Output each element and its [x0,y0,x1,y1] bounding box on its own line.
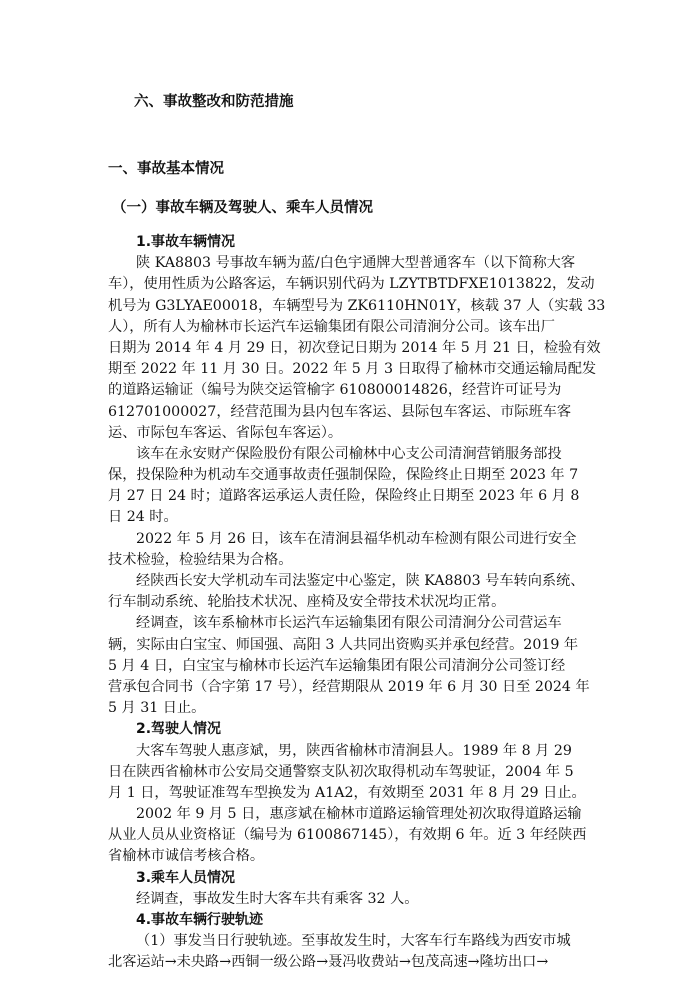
section-6-title: 六、事故整改和防范措施 [134,94,294,110]
vehicle-para-5 [108,613,608,719]
track-heading: 4.事故车辆行驶轨迹 [136,912,264,928]
text-line: 5 月 31 日止。 [108,700,206,717]
text-line: 2002 年 9 月 5 日，惠彦斌在榆林市道路运输管理处初次取得道路运输 [136,806,582,823]
vehicle-para-1 [108,253,608,444]
text-line: 经陕西长安大学机动车司法鉴定中心鉴定，陕 KA8803 号车转向系统、 [136,573,585,589]
text-line: 日在陕西省榆林市公安局交通警察支队初次取得机动车驾驶证，2004 年 5 [108,763,574,780]
text-line: 月 27 日 24 时；道路客运承运人责任险，保险终止日期至 2023 年 6 月 8 [108,488,580,505]
text-line: 人），所有人为榆林市长运汽车运输集团有限公司清涧分公司。该车出厂 [108,318,555,335]
passengers-para-1 [108,889,608,910]
text-line: 日 24 时。 [108,509,178,526]
text-line: 月 1 日，驾驶证准驾车型换发为 A1A2，有效期至 2031 年 8 月 29 日止。 [108,784,586,801]
passengers-heading: 3.乘车人员情况 [136,869,236,886]
text-line: 北客运站→未央路→西铜一级公路→聂冯收费站→包茂高速→隆坊出口→ [108,954,549,971]
text-line: 5 月 4 日，白宝宝与榆林市长运汽车运输集团有限公司清涧分公司签订经 [108,657,566,674]
body-text [108,232,608,974]
text-line: （1）事发当日行驶轨迹。至事故发生时，大客车行车路线为西安市城 [136,933,571,950]
text-line: 从业人员从业资格证（编号为 6100867145），有效期 6 年。近 3 年经陕西 [108,827,587,844]
driver-para-1 [108,741,608,805]
text-line: 行车制动系统、轮胎技术状况、座椅及安全带技术状况均正常。 [108,594,506,611]
section-1-title: 一、事故基本情况 [108,161,224,177]
vehicle-para-4 [108,571,608,613]
text-line: 经调查，该车系榆林市长运汽车运输集团有限公司清涧分公司营运车 [136,615,562,632]
text-line: 营承包合同书（合字第 17 号），经营期限从 2019 年 6 月 30 日至 2024 年 [108,678,590,695]
text-line: 期至 2022 年 11 月 30 日。2022 年 5 月 3 日取得了榆林市交通运输局配发 [108,361,597,378]
text-line: 机号为 G3LYAE00018，车辆型号为 ZK6110HN01Y，核载 37 人（实载 33 [108,297,606,314]
text-line: 经调查，事故发生时大客车共有乘客 32 人。 [136,890,419,907]
text-line: 辆，实际由白宝宝、师国强、高阳 3 人共同出资购买并承包经营。2019 年 [108,636,579,653]
text-line: 陕 KA8803 号事故车辆为蓝/白色宇通牌大型普通客车（以下简称大客 [136,255,576,272]
driver-heading: 2.驾驶人情况 [136,721,222,738]
text-line: 的道路运输证（编号为陕交运管榆字 610800014826，经营许可证号为 [108,382,562,399]
vehicle-para-3 [108,529,608,571]
text-line: 运、市际包车客运、省际包车客运）。 [108,424,343,441]
text-line: 日期为 2014 年 4 月 29 日，初次登记日期为 2014 年 5 月 21 日，检验有效 [108,339,601,356]
text-line: 2022 年 5 月 26 日，该车在清涧县福华机动车检测有限公司进行安全 [136,530,577,547]
text-line: 612701000027，经营范围为县内包车客运、县际包车客运、市际班车客 [108,403,572,420]
track-para-1 [108,931,608,973]
subsection-1-title: （一）事故车辆及驾驶人、乘车人员情况 [112,200,373,216]
vehicle-para-2 [108,444,608,529]
text-line: 大客车驾驶人惠彦斌，男，陕西省榆林市清涧县人。1989 年 8 月 29 [136,742,572,759]
text-line: 省榆林市诚信考核合格。 [108,848,265,865]
text-line: 车），使用性质为公路客运，车辆识别代码为 LZYTBTDFXE1013822，发动 [108,276,595,293]
vehicle-heading: 1.事故车辆情况 [136,234,236,250]
text-line: 技术检验，检验结果为合格。 [108,551,293,568]
text-line: 该车在永安财产保险股份有限公司榆林中心支公司清涧营销服务部投 [136,445,562,462]
text-line: 保，投保险种为机动车交通事故责任强制保险，保险终止日期至 2023 年 7 [108,467,579,484]
driver-para-2 [108,804,608,868]
